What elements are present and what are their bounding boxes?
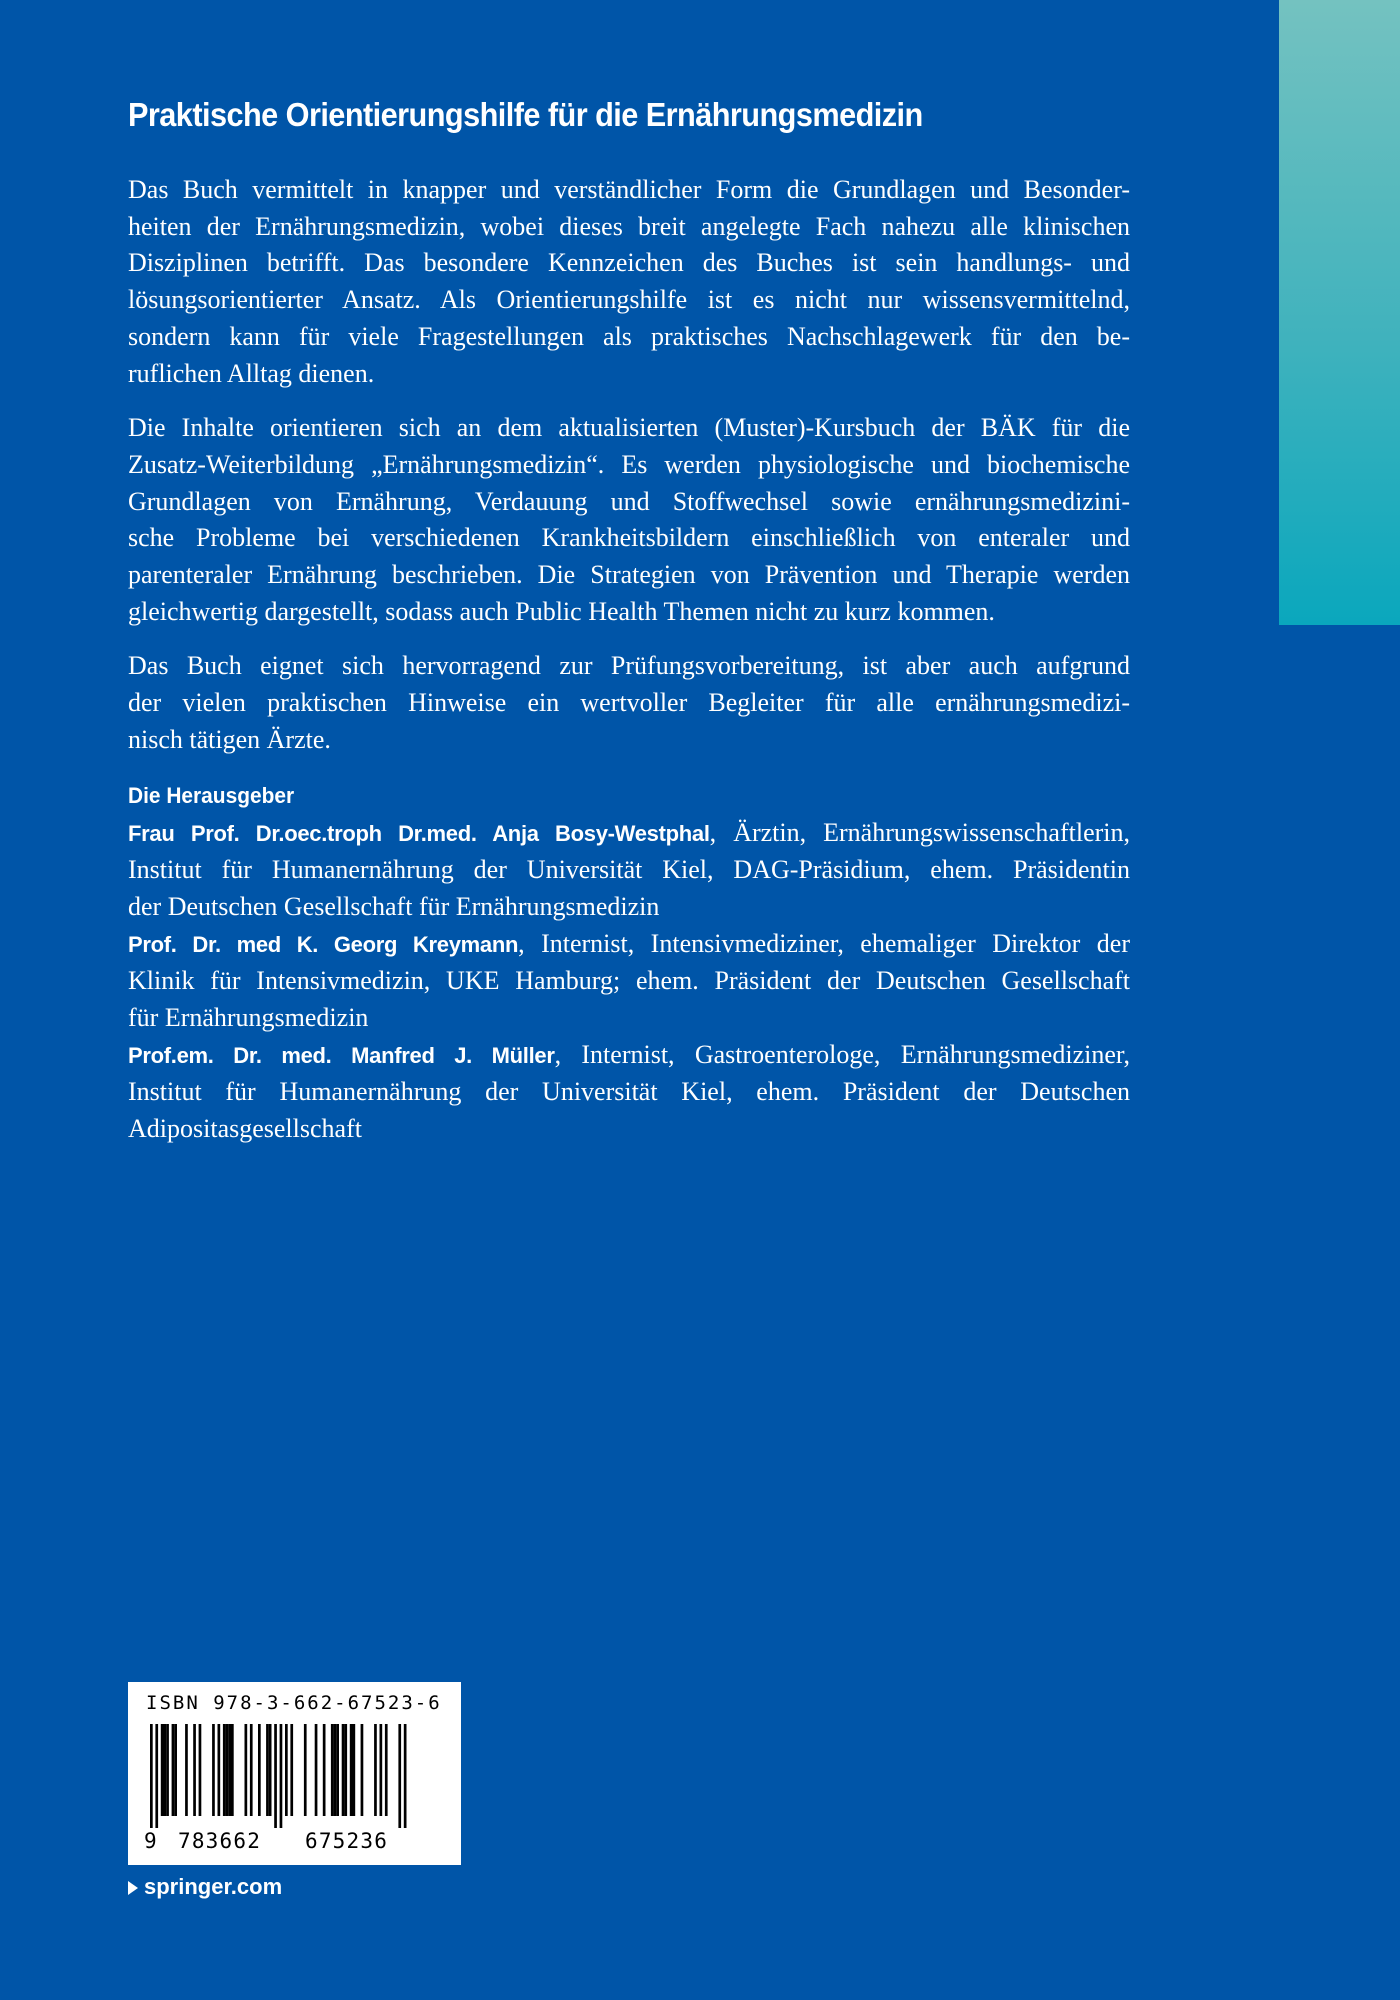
barcode-bar [258,1724,261,1816]
editor-role: , Internist, Gastroenterologe, Ernährungsmediziner, [554,1039,1130,1069]
text-line: Zusatz-Weiterbildung „Ernährungsmedizin“. Es werden physiologische und biochemische [128,449,1130,479]
barcode-bar [231,1724,234,1816]
ean-right-group: 675236 [305,1829,389,1853]
barcode-bar [342,1724,345,1816]
barcode-bar [353,1724,356,1816]
barcode-bar [174,1724,177,1816]
editor-first-line [128,815,1130,853]
barcode-bar [245,1724,248,1816]
barcode-bar [290,1724,293,1816]
ean-first-digit: 9 [144,1829,157,1853]
text-line: Die Inhalte orientieren sich an dem aktualisierten (Muster)-Kursbuch der BÄK für die [128,413,1130,443]
ean-left-group: 783662 [178,1829,262,1853]
text-line: Grundlagen von Ernährung, Verdauung und Stoffwechsel sowie ernährungsmedizini- [128,486,1130,516]
text-line: der vielen praktischen Hinweise ein wertvoller Begleiter für alle ernährungsmedizi- [128,688,1130,718]
barcode-bar [155,1724,158,1828]
text-line: nisch tätigen Ärzte. [128,724,331,754]
barcode-bar [193,1724,196,1816]
text-line: lösungsorientierter Ansatz. Als Orientierungshilfe ist es nicht nur wissensvermittelnd, [128,285,1130,315]
barcode-bar [274,1724,277,1828]
barcode-bar [398,1724,401,1828]
barcode-bar [404,1724,407,1828]
barcode-bars [146,1724,446,1834]
blurb-paragraphs [128,172,1130,759]
blurb-paragraph [128,172,1130,392]
text-line: Das Buch vermittelt in knapper und verständlicher Form die Grundlagen und Besonder- [128,175,1130,204]
editors-section [128,783,1130,1148]
publisher-link[interactable] [128,1874,282,1900]
blurb-paragraph [128,410,1130,630]
editor-entry [128,926,1130,1037]
barcode-bar [323,1724,326,1816]
barcode-bar [380,1724,383,1816]
barcode-bar [285,1724,288,1816]
text-line: gleichwertig dargestellt, sodass auch Public Health Themen nicht zu kurz kommen. [128,596,995,626]
barcode-bar [166,1724,169,1816]
barcode-bar [218,1724,221,1816]
barcode-bar [228,1724,231,1816]
barcode-bar [350,1724,353,1816]
blurb-paragraph [128,648,1130,758]
barcode-bar [150,1724,153,1828]
cover-headline: Praktische Orientierungshilfe für die Ernährungsmedizin [128,96,923,133]
barcode-bar [334,1724,337,1816]
editor-description-line: der Deutschen Gesellschaft für Ernährungsmedizin [128,891,660,921]
barcode-bar [161,1724,164,1816]
editor-description-line: Institut für Humanernährung der Universität Kiel, ehem. Präsident der Deutschen [128,1077,1130,1107]
cover-text-block [128,96,1130,1148]
editor-description-line: für Ernährungsmedizin [128,1003,369,1033]
editor-name: Prof. Dr. med K. Georg Kreymann [128,931,519,957]
barcode-bar [331,1724,334,1816]
text-line: Disziplinen betrifft. Das besondere Kennzeichen des Buches ist sein handlungs- und [128,248,1130,278]
editor-name: Prof.em. Dr. med. Manfred J. Müller [128,1042,555,1068]
text-line: sondern kann für viele Fragestellungen als praktisches Nachschlagewerk für den be- [128,321,1130,351]
editor-role: , Ärztin, Ernährungswissenschaftlerin, [709,817,1130,847]
barcode-bar [280,1724,283,1828]
barcode-bar [315,1724,318,1816]
text-line: sche Probleme bei verschiedenen Krankheitsbildern einschließlich von enteraler und [128,523,1130,553]
barcode-bar [344,1724,347,1816]
editor-description-line: Adipositasgesellschaft [128,1114,362,1144]
text-line: ruflichen Alltag dienen. [128,358,375,388]
barcode-bar [250,1724,253,1816]
barcode-bar [212,1724,215,1816]
barcode-bar [185,1724,188,1816]
barcode-bar [172,1724,175,1816]
editor-role: , Internist, Intensivmediziner, ehemaliger Direktor der [518,928,1130,958]
editor-description-line: Institut für Humanernährung der Universität Kiel, DAG-Präsidium, ehem. Präsidentin [128,855,1130,885]
barcode-bar [223,1724,226,1816]
barcode-bar [164,1724,167,1816]
barcode-bar [199,1724,202,1816]
barcode-bar [304,1724,307,1816]
editor-first-line [128,1037,1130,1075]
accent-strip [1279,0,1400,625]
barcode-bar [361,1724,364,1816]
play-arrow-icon [128,1881,138,1895]
editor-entry [128,1037,1130,1148]
text-line: parenteraler Ernährung beschrieben. Die Strategien von Prävention und Therapie werden [128,560,1130,590]
publisher-link-text[interactable]: springer.com [144,1874,283,1899]
barcode-bar [385,1724,388,1816]
barcode-bar [226,1724,229,1816]
text-line: heiten der Ernährungsmedizin, wobei dieses breit angelegte Fach nahezu alle klinischen [128,211,1130,241]
editor-first-line [128,926,1130,964]
editor-description-line: Klinik für Intensivmedizin, UKE Hamburg; ehem. Präsident der Deutschen Gesellschaft [128,966,1130,996]
isbn-label: ISBN 978-3-662-67523-6 [146,1692,442,1714]
text-line: Das Buch eignet sich hervorragend zur Prüfungsvorbereitung, ist aber auch aufgrund [128,651,1130,681]
barcode-bar [374,1724,377,1816]
isbn-barcode [128,1682,461,1865]
barcode-bar [266,1724,269,1816]
barcode-bar [336,1724,339,1816]
editor-entry [128,815,1130,926]
editors-list [128,815,1130,1148]
editors-heading: Die Herausgeber [128,782,295,808]
barcode-bar [269,1724,272,1816]
editor-name: Frau Prof. Dr.oec.troph Dr.med. Anja Bosy-Westphal [128,820,710,846]
